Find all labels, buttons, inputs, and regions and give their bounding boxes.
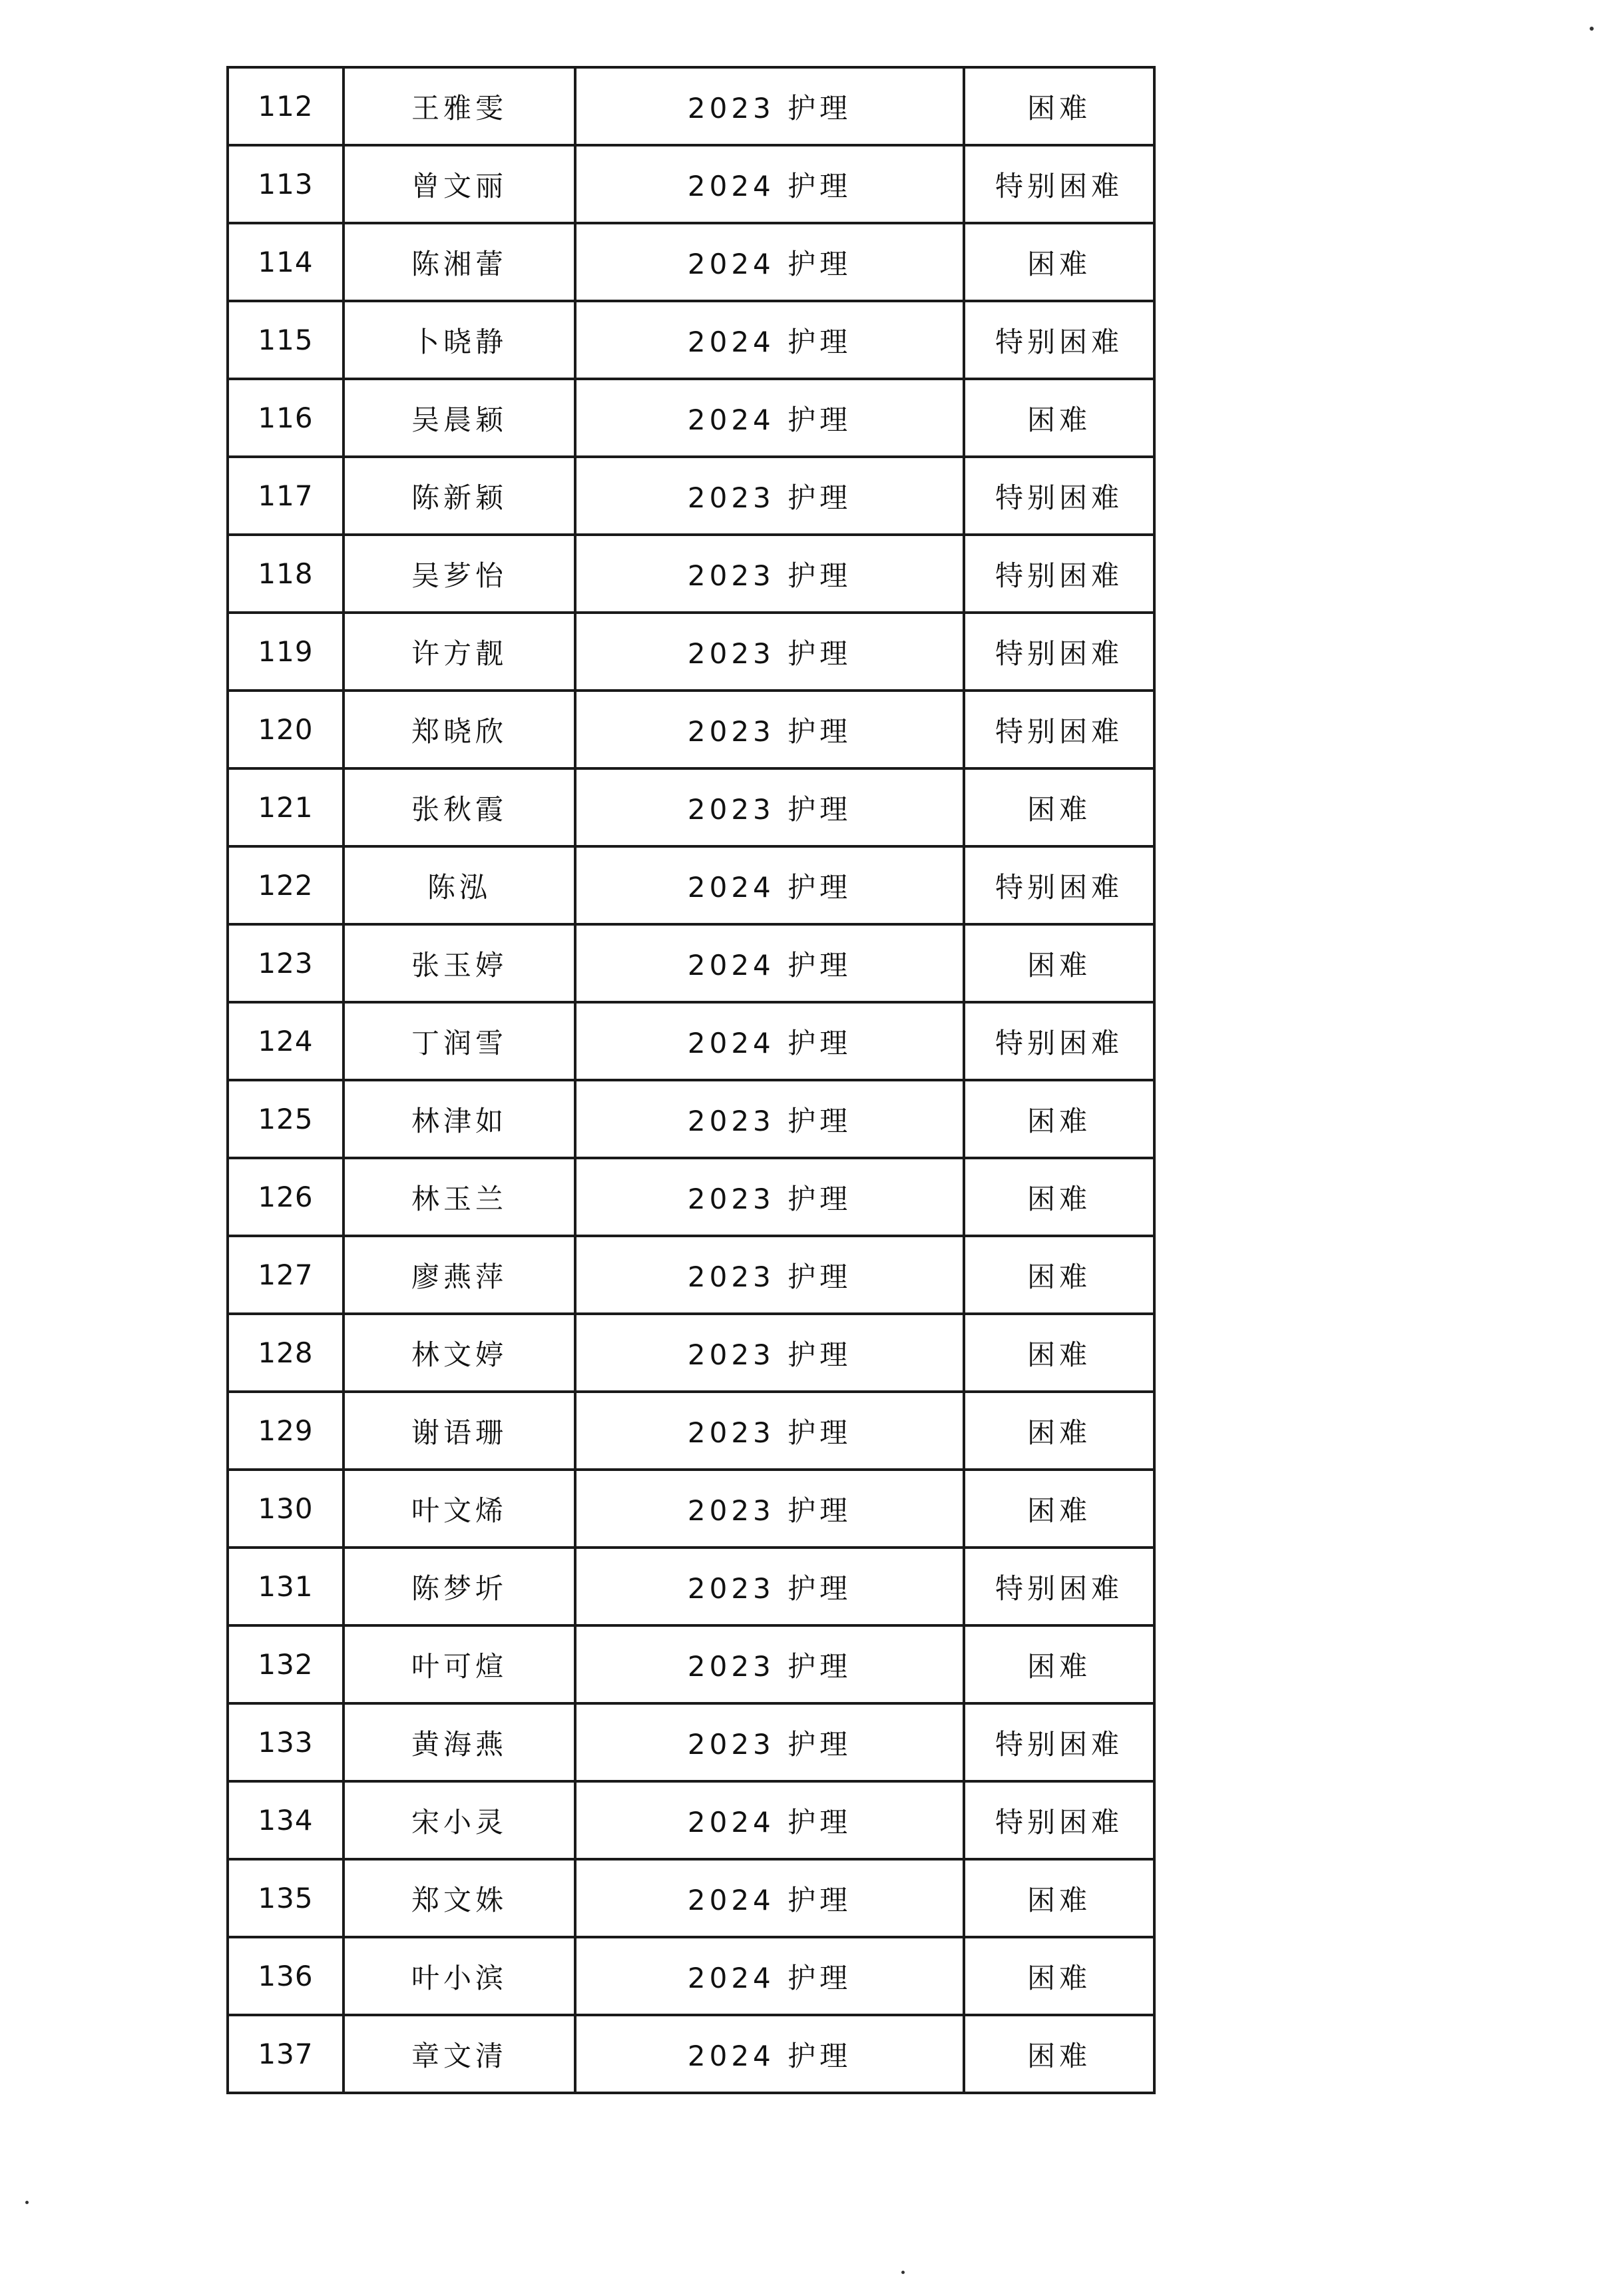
table-body (228, 67, 1154, 2093)
cell-number: 128 (228, 1314, 343, 1392)
table-row (228, 2015, 1154, 2093)
cell-name: 许方靓 (343, 613, 575, 691)
cell-number: 125 (228, 1080, 343, 1158)
table-row (228, 1080, 1154, 1158)
table-row (228, 1703, 1154, 1781)
cell-name: 郑文姝 (343, 1859, 575, 1937)
table-row (228, 1470, 1154, 1548)
cell-level: 困难 (964, 1625, 1154, 1703)
cell-class: 2024 护理 (575, 1002, 964, 1080)
cell-level: 困难 (964, 2015, 1154, 2093)
cell-number: 130 (228, 1470, 343, 1548)
cell-level: 特别困难 (964, 613, 1154, 691)
cell-number: 114 (228, 223, 343, 301)
cell-name: 林津如 (343, 1080, 575, 1158)
cell-number: 134 (228, 1781, 343, 1859)
table-row (228, 1158, 1154, 1236)
table-row (228, 535, 1154, 613)
cell-level: 特别困难 (964, 535, 1154, 613)
cell-name: 王雅雯 (343, 67, 575, 145)
table-row (228, 145, 1154, 223)
cell-class: 2023 护理 (575, 1625, 964, 1703)
cell-name: 张玉婷 (343, 924, 575, 1002)
cell-class: 2024 护理 (575, 1937, 964, 2015)
cell-level: 困难 (964, 67, 1154, 145)
cell-class: 2023 护理 (575, 1080, 964, 1158)
table-row (228, 1937, 1154, 2015)
cell-class: 2023 护理 (575, 768, 964, 846)
cell-level: 困难 (964, 768, 1154, 846)
cell-number: 120 (228, 691, 343, 768)
cell-level: 特别困难 (964, 145, 1154, 223)
cell-class: 2024 护理 (575, 924, 964, 1002)
cell-level: 特别困难 (964, 457, 1154, 535)
cell-name: 黄海燕 (343, 1703, 575, 1781)
cell-name: 叶可煊 (343, 1625, 575, 1703)
cell-number: 122 (228, 846, 343, 924)
cell-class: 2023 护理 (575, 1703, 964, 1781)
cell-number: 129 (228, 1392, 343, 1470)
cell-name: 谢语珊 (343, 1392, 575, 1470)
cell-number: 131 (228, 1548, 343, 1625)
table-row (228, 1392, 1154, 1470)
cell-number: 123 (228, 924, 343, 1002)
cell-name: 丁润雪 (343, 1002, 575, 1080)
cell-number: 127 (228, 1236, 343, 1314)
table-row (228, 1625, 1154, 1703)
cell-number: 112 (228, 67, 343, 145)
cell-class: 2024 护理 (575, 1859, 964, 1937)
scan-speck (1590, 27, 1594, 31)
cell-name: 叶小滨 (343, 1937, 575, 2015)
cell-name: 陈梦圻 (343, 1548, 575, 1625)
cell-name: 曾文丽 (343, 145, 575, 223)
table-row (228, 1781, 1154, 1859)
cell-level: 困难 (964, 1236, 1154, 1314)
cell-level: 特别困难 (964, 1703, 1154, 1781)
cell-level: 特别困难 (964, 691, 1154, 768)
cell-class: 2023 护理 (575, 691, 964, 768)
table-row (228, 1002, 1154, 1080)
cell-name: 陈湘蕾 (343, 223, 575, 301)
cell-level: 特别困难 (964, 301, 1154, 379)
cell-level: 特别困难 (964, 1781, 1154, 1859)
cell-name: 张秋霞 (343, 768, 575, 846)
cell-level: 困难 (964, 1314, 1154, 1392)
cell-class: 2023 护理 (575, 535, 964, 613)
cell-class: 2023 护理 (575, 67, 964, 145)
cell-name: 林玉兰 (343, 1158, 575, 1236)
cell-class: 2023 护理 (575, 457, 964, 535)
cell-class: 2024 护理 (575, 846, 964, 924)
cell-class: 2023 护理 (575, 1314, 964, 1392)
cell-number: 119 (228, 613, 343, 691)
table-row (228, 924, 1154, 1002)
cell-class: 2024 护理 (575, 1781, 964, 1859)
table-row (228, 768, 1154, 846)
scan-speck (901, 2271, 905, 2274)
cell-class: 2023 护理 (575, 1548, 964, 1625)
table-row (228, 457, 1154, 535)
cell-name: 叶文烯 (343, 1470, 575, 1548)
table-row (228, 67, 1154, 145)
cell-number: 117 (228, 457, 343, 535)
cell-number: 126 (228, 1158, 343, 1236)
cell-class: 2024 护理 (575, 223, 964, 301)
cell-level: 困难 (964, 924, 1154, 1002)
cell-level: 困难 (964, 223, 1154, 301)
cell-name: 陈泓 (343, 846, 575, 924)
cell-level: 特别困难 (964, 1002, 1154, 1080)
cell-class: 2023 护理 (575, 613, 964, 691)
cell-name: 陈新颖 (343, 457, 575, 535)
cell-class: 2024 护理 (575, 2015, 964, 2093)
table-row (228, 846, 1154, 924)
cell-level: 特别困难 (964, 846, 1154, 924)
cell-name: 廖燕萍 (343, 1236, 575, 1314)
table-row (228, 301, 1154, 379)
cell-class: 2023 护理 (575, 1392, 964, 1470)
scan-speck (25, 2201, 29, 2204)
cell-class: 2023 护理 (575, 1236, 964, 1314)
table-row (228, 691, 1154, 768)
cell-name: 郑晓欣 (343, 691, 575, 768)
cell-number: 132 (228, 1625, 343, 1703)
table-row (228, 613, 1154, 691)
cell-name: 林文婷 (343, 1314, 575, 1392)
cell-level: 困难 (964, 1080, 1154, 1158)
cell-name: 吴芗怡 (343, 535, 575, 613)
cell-level: 困难 (964, 1859, 1154, 1937)
table-row (228, 1548, 1154, 1625)
cell-name: 吴晨颖 (343, 379, 575, 457)
cell-class: 2024 护理 (575, 301, 964, 379)
cell-class: 2023 护理 (575, 1470, 964, 1548)
cell-name: 宋小灵 (343, 1781, 575, 1859)
cell-name: 卜晓静 (343, 301, 575, 379)
table-row (228, 1314, 1154, 1392)
cell-name: 章文清 (343, 2015, 575, 2093)
table-row (228, 223, 1154, 301)
cell-level: 困难 (964, 1937, 1154, 2015)
student-aid-table (226, 66, 1156, 2094)
cell-level: 困难 (964, 1158, 1154, 1236)
cell-level: 困难 (964, 1470, 1154, 1548)
table-row (228, 1859, 1154, 1937)
table-row (228, 1236, 1154, 1314)
cell-number: 121 (228, 768, 343, 846)
cell-level: 特别困难 (964, 1548, 1154, 1625)
cell-number: 137 (228, 2015, 343, 2093)
cell-number: 113 (228, 145, 343, 223)
cell-class: 2024 护理 (575, 145, 964, 223)
cell-level: 困难 (964, 1392, 1154, 1470)
table-row (228, 379, 1154, 457)
cell-level: 困难 (964, 379, 1154, 457)
cell-number: 118 (228, 535, 343, 613)
cell-number: 115 (228, 301, 343, 379)
cell-class: 2023 护理 (575, 1158, 964, 1236)
cell-number: 135 (228, 1859, 343, 1937)
cell-number: 116 (228, 379, 343, 457)
cell-number: 124 (228, 1002, 343, 1080)
cell-number: 133 (228, 1703, 343, 1781)
cell-class: 2024 护理 (575, 379, 964, 457)
cell-number: 136 (228, 1937, 343, 2015)
